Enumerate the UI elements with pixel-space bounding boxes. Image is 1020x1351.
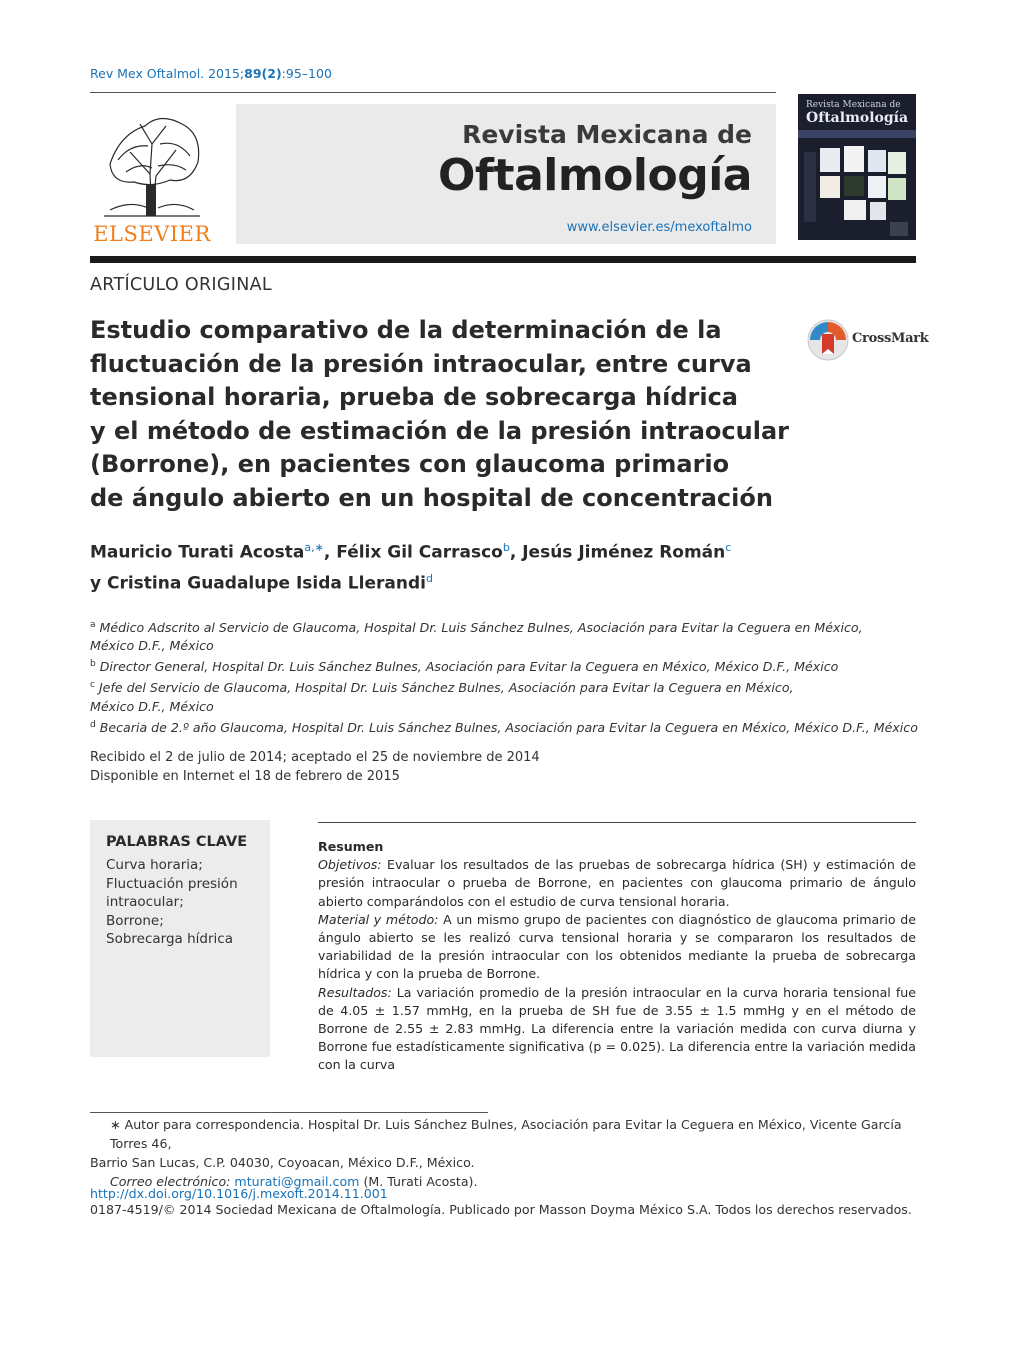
citation-pages: :95–100 bbox=[281, 66, 332, 81]
correspondence-footnote bbox=[90, 1115, 916, 1191]
cover-title-large: Oftalmología bbox=[806, 110, 909, 126]
abstract-heading: Resumen bbox=[318, 839, 384, 854]
email-link[interactable]: mturati@gmail.com bbox=[234, 1174, 360, 1189]
affiliation-text: Director General, Hospital Dr. Luis Sánchez Bulnes, Asociación para Evitar la Ceguera en México, México D.F., México bbox=[99, 659, 839, 675]
online-date: Disponible en Internet el 18 de febrero de 2015 bbox=[90, 769, 400, 784]
author-name: Mauricio Turati Acosta bbox=[90, 542, 305, 563]
cover-band bbox=[798, 130, 916, 138]
abstract-paragraph bbox=[318, 984, 916, 1075]
footnote-address: Barrio San Lucas, C.P. 04030, Coyoacan, México D.F., México. bbox=[90, 1155, 475, 1170]
article-type: ARTÍCULO ORIGINAL bbox=[90, 275, 272, 295]
affiliation-item bbox=[90, 716, 920, 737]
author-separator: , bbox=[323, 542, 337, 563]
title-line: (Borrone), en pacientes con glaucoma primario bbox=[90, 450, 730, 478]
footnote-line bbox=[90, 1115, 916, 1153]
affiliation-text: Médico Adscrito al Servicio de Glaucoma, Hospital Dr. Luis Sánchez Bulnes, Asociación para Evitar la Ceguera en México, bbox=[99, 620, 863, 636]
affiliation-continuation: México D.F., México bbox=[90, 698, 214, 714]
journal-title-line1: Revista Mexicana de bbox=[462, 120, 752, 149]
email-label: Correo electrónico: bbox=[110, 1174, 231, 1189]
affiliation-marker: a bbox=[90, 620, 96, 630]
affiliation-item bbox=[90, 676, 920, 697]
received-date: Recibido el 2 de julio de 2014; aceptado el 25 de noviembre de 2014 bbox=[90, 750, 540, 765]
footnote-divider bbox=[90, 1112, 488, 1113]
affiliation-continuation: México D.F., México bbox=[90, 638, 214, 654]
affiliation-item bbox=[90, 616, 920, 637]
keywords-list bbox=[106, 856, 256, 949]
title-line: y el método de estimación de la presión intraocular bbox=[90, 416, 789, 445]
abstract-text: Evaluar los resultados de las pruebas de sobrecarga hídrica (SH) y estimación de presión intraocular o prueba de Borrone, en pacientes con glaucoma primario de ángulo abierto comparándolos con el estudio de curva tensional horaria. bbox=[318, 857, 916, 909]
citation-line[interactable] bbox=[90, 66, 332, 81]
author-name: Jesús Jiménez Román bbox=[522, 542, 726, 563]
journal-url-link[interactable]: www.elsevier.es/mexoftalmo bbox=[566, 220, 752, 235]
author-separator: , bbox=[509, 542, 523, 563]
footnote-correspondence: Autor para correspondencia. Hospital Dr. Luis Sánchez Bulnes, Asociación para Evitar la Ceguera en México, Vicente García Torres 46, bbox=[110, 1117, 902, 1151]
author-affiliation-marker[interactable]: c bbox=[725, 541, 732, 554]
doi-link[interactable]: http://dx.doi.org/10.1016/j.mexoft.2014.11.001 bbox=[90, 1186, 388, 1201]
citation-volume: 89(2) bbox=[244, 66, 282, 81]
email-owner: (M. Turati Acosta). bbox=[363, 1174, 478, 1189]
journal-title-line2: Oftalmología bbox=[437, 150, 752, 201]
keyword-item: Curva horaria; bbox=[106, 857, 203, 873]
abstract-label: Material y método: bbox=[318, 911, 439, 927]
keyword-item: Borrone; bbox=[106, 912, 164, 929]
author-name: Félix Gil Carrasco bbox=[336, 542, 503, 563]
title-line: de ángulo abierto en un hospital de concentración bbox=[90, 483, 773, 512]
affiliation-text: Jefe del Servicio de Glaucoma, Hospital Dr. Luis Sánchez Bulnes, Asociación para Evitar la Ceguera en México, bbox=[98, 680, 794, 696]
title-line: tensional horaria, prueba de sobrecarga hídrica bbox=[90, 383, 738, 411]
abstract-divider bbox=[318, 822, 916, 823]
citation-journal: Rev Mex Oftalmol. 2015; bbox=[90, 66, 245, 81]
affiliation-marker: c bbox=[90, 680, 95, 691]
header-divider bbox=[90, 92, 776, 93]
abstract-text: La variación promedio de la presión intraocular en la curva horaria tensional fue de 4.05 ± 1.57 mmHg, en la prueba de SH fue de 3.55 ± 1.5 mmHg y en el método de Borrone de 2.55 ± 2.83 mmHg. La diferencia entre la variación medida con curva diurna y Borrone fue estadísticamente significativa (p = 0.025). La diferencia entre la variación medida con la curva bbox=[318, 984, 916, 1073]
keyword-item: Sobrecarga hídrica bbox=[106, 931, 233, 947]
affiliation-item bbox=[90, 655, 920, 676]
author-affiliation-marker[interactable]: d bbox=[425, 571, 433, 585]
keyword-item: Fluctuación presión bbox=[106, 875, 238, 892]
abstract-label: Objetivos: bbox=[318, 857, 382, 873]
cover-title-small: Revista Mexicana de bbox=[806, 100, 901, 110]
abstract-paragraph bbox=[318, 856, 916, 911]
affiliation-marker: d bbox=[90, 719, 96, 730]
copyright-notice: 0187-4519/© 2014 Sociedad Mexicana de Oftalmología. Publicado por Masson Doyma México S.A. Todos los derechos reservados. bbox=[90, 1202, 912, 1217]
publisher-name: ELSEVIER bbox=[93, 222, 211, 246]
abstract-label: Resultados: bbox=[318, 984, 392, 1000]
article-dates bbox=[90, 748, 540, 786]
keywords-title: PALABRAS CLAVE bbox=[106, 834, 248, 850]
keyword-item: intraocular; bbox=[106, 894, 184, 910]
abstract-section bbox=[318, 838, 916, 1075]
abstract-text: A un mismo grupo de pacientes con diagnóstico de glaucoma primario de ángulo abierto se les realizó curva tensional horaria y se compararon los resultados de variabilidad de la presión intraocular con los obtenidos mediante la prueba de sobrecarga hídrica y con la prueba de Borrone. bbox=[318, 911, 916, 982]
author-affiliation-marker[interactable]: b bbox=[502, 541, 510, 554]
title-line: fluctuación de la presión intraocular, entre curva bbox=[90, 349, 752, 378]
affiliation-text: Becaria de 2.º año Glaucoma, Hospital Dr. Luis Sánchez Bulnes, Asociación para Evitar la Ceguera en México, México D.F., México bbox=[99, 719, 918, 735]
affiliations-list bbox=[90, 616, 920, 737]
footnote-star: ∗ bbox=[110, 1117, 121, 1132]
title-line: Estudio comparativo de la determinación de la bbox=[90, 316, 722, 344]
author-name: y Cristina Guadalupe Isida Llerandi bbox=[90, 573, 426, 594]
header-thick-rule bbox=[90, 256, 916, 263]
abstract-paragraph bbox=[318, 911, 916, 984]
affiliation-marker: b bbox=[90, 659, 96, 670]
journal-cover-thumbnail bbox=[798, 94, 916, 240]
article-title bbox=[90, 314, 790, 515]
author-affiliation-marker[interactable]: a,∗ bbox=[304, 541, 324, 554]
author-list bbox=[90, 535, 850, 596]
crossmark-label[interactable]: CrossMark bbox=[852, 331, 929, 346]
cover-figures-image bbox=[798, 138, 916, 240]
